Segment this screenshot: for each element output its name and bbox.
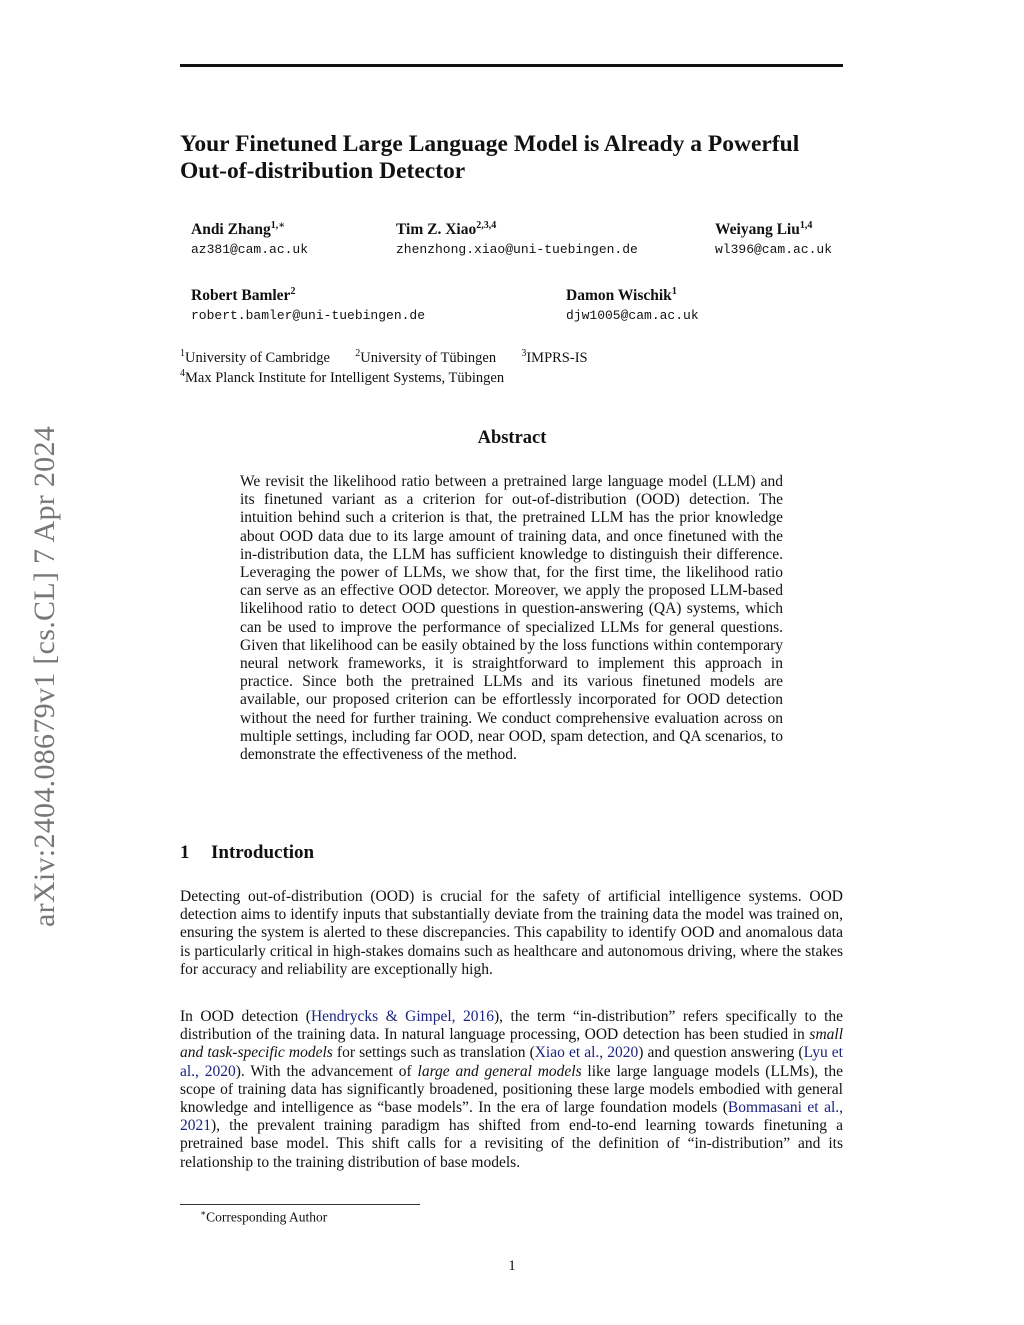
- intro-paragraph-1: Detecting out-of-distribution (OOD) is crucial for the safety of artificial intelligence systems. OOD detection aims to identify inputs that substantially deviate from the training data the model was trained on, ensuring the system is alerted to these discrepancies. This capability to identify OOD and anomalous data is particularly critical in high-stakes domains such as healthcare and autonomous driving, where the stakes for accuracy and reliability are exceptionally high.: [180, 888, 843, 978]
- citation-link[interactable]: Hendrycks & Gimpel, 2016: [310, 1008, 495, 1025]
- section-number: 1: [180, 842, 190, 863]
- affil-sup: 4: [180, 368, 185, 379]
- page-number: 1: [508, 1258, 516, 1274]
- text-run: ) and question answering (: [638, 1044, 804, 1062]
- author-block: [191, 216, 308, 260]
- author-sup: 2: [290, 286, 296, 297]
- author-name: Andi Zhang: [191, 221, 271, 239]
- text-run: for settings such as translation (: [332, 1044, 535, 1062]
- arxiv-stamp: arXiv:2404.08679v1 [cs.CL] 7 Apr 2024: [28, 425, 61, 927]
- affil-sup: 3: [521, 348, 527, 359]
- affil-sup: 2: [355, 348, 361, 359]
- author-email[interactable]: wl396@cam.ac.uk: [715, 242, 833, 258]
- paper-title: [180, 131, 860, 185]
- author-email[interactable]: zhenzhong.xiao@uni-tuebingen.de: [396, 242, 638, 258]
- citation-link[interactable]: Lyu et al., 2020: [180, 1044, 843, 1080]
- author-sup: 1,4: [799, 220, 813, 231]
- text-run: ), the prevalent training paradigm has shifted from end-to-end learning towards finetuning a pretrained base model. This shift calls for a revisiting of the definition of “in-distribution” and its relationship to the training distribution of base models.: [180, 1117, 843, 1171]
- abstract-heading: Abstract: [477, 428, 547, 448]
- text-run: ). With the advancement of: [235, 1062, 418, 1080]
- affil-sup: 1: [180, 348, 185, 359]
- abstract-body: We revisit the likelihood ratio between a pretrained large language model (LLM) and its finetuned variant as a criterion for out-of-distribution (OOD) detection. The intuition behind such a criterion is that, the pretrained LLM has the prior knowledge about OOD data due to its large amount of training data, and once finetuned with the in-distribution data, the LLM has sufficient knowledge to distinguish their difference. Leveraging the power of LLMs, we show that, for the first time, the likelihood ratio can serve as an effective OOD detector. Moreover, we apply the proposed LLM-based likelihood ratio to detect OOD questions in question-answering (QA) systems, which can be used to improve the performance of specialized LLMs for general questions. Given that likelihood can be easily obtained by the loss functions within contemporary neural network frameworks, it is straightforward to implement this approach in practice. Since both the pretrained LLMs and its various finetuned models are available, our proposed criterion can be effortlessly incorporated for OOD detection without the need for further training. We conduct comprehensive evaluation across on multiple settings, including far OOD, near OOD, spam detection, and QA scenarios, to demonstrate the effectiveness of the method.: [240, 473, 783, 764]
- title-line-2: Out-of-distribution Detector: [180, 158, 466, 184]
- affil-text: University of Cambridge: [185, 349, 330, 366]
- citation-link[interactable]: Xiao et al., 2020: [534, 1044, 639, 1062]
- text-run: like large language models (LLMs), the scope of training data has significantly broadened, positioning these large models embodied with general knowledge and intelligence as “base models”. In the era of large foundation models (: [180, 1062, 843, 1117]
- footnote-text: Corresponding Author: [206, 1209, 328, 1225]
- author-name: Robert Bamler: [191, 287, 291, 305]
- author-block: [566, 282, 699, 326]
- intro-paragraph-2: [180, 1008, 843, 1172]
- footnote: [200, 1208, 327, 1226]
- affil-text: Max Planck Institute for Intelligent Systems, Tübingen: [185, 369, 505, 386]
- text-run: In OOD detection (: [180, 1008, 311, 1025]
- author-name: Tim Z. Xiao: [396, 221, 477, 239]
- affiliations-line-2: [180, 364, 504, 388]
- citation-link[interactable]: Bommasani et al., 2021: [180, 1099, 843, 1135]
- section-title: Introduction: [211, 842, 315, 863]
- affil-text: University of Tübingen: [360, 349, 497, 366]
- author-email[interactable]: robert.bamler@uni-tuebingen.de: [191, 308, 426, 324]
- footnote-mark: ∗: [200, 1208, 207, 1218]
- author-email[interactable]: djw1005@cam.ac.uk: [566, 308, 699, 324]
- affil-text: IMPRS-IS: [526, 349, 588, 366]
- top-rule: [180, 64, 843, 67]
- author-sup: 1: [671, 286, 677, 297]
- author-block: [396, 216, 638, 260]
- emphasis: large and general models: [417, 1062, 582, 1080]
- footnote-rule: [180, 1204, 420, 1205]
- title-line-1: Your Finetuned Large Language Model is Already a Powerful: [180, 131, 800, 157]
- author-sup: 1,∗: [270, 220, 286, 231]
- author-sup: 2,3,4: [476, 220, 497, 231]
- section-heading: [180, 842, 314, 864]
- author-block: [715, 216, 832, 260]
- text-run: ), the term “in-distribution” refers specifically to the distribution of the training data. In natural language processing, OOD detection has been studied in: [180, 1008, 844, 1044]
- author-name: Weiyang Liu: [715, 221, 800, 239]
- author-block: [191, 282, 425, 326]
- emphasis: small and task-specific models: [180, 1026, 843, 1062]
- author-email[interactable]: az381@cam.ac.uk: [191, 242, 309, 258]
- author-name: Damon Wischik: [566, 287, 672, 305]
